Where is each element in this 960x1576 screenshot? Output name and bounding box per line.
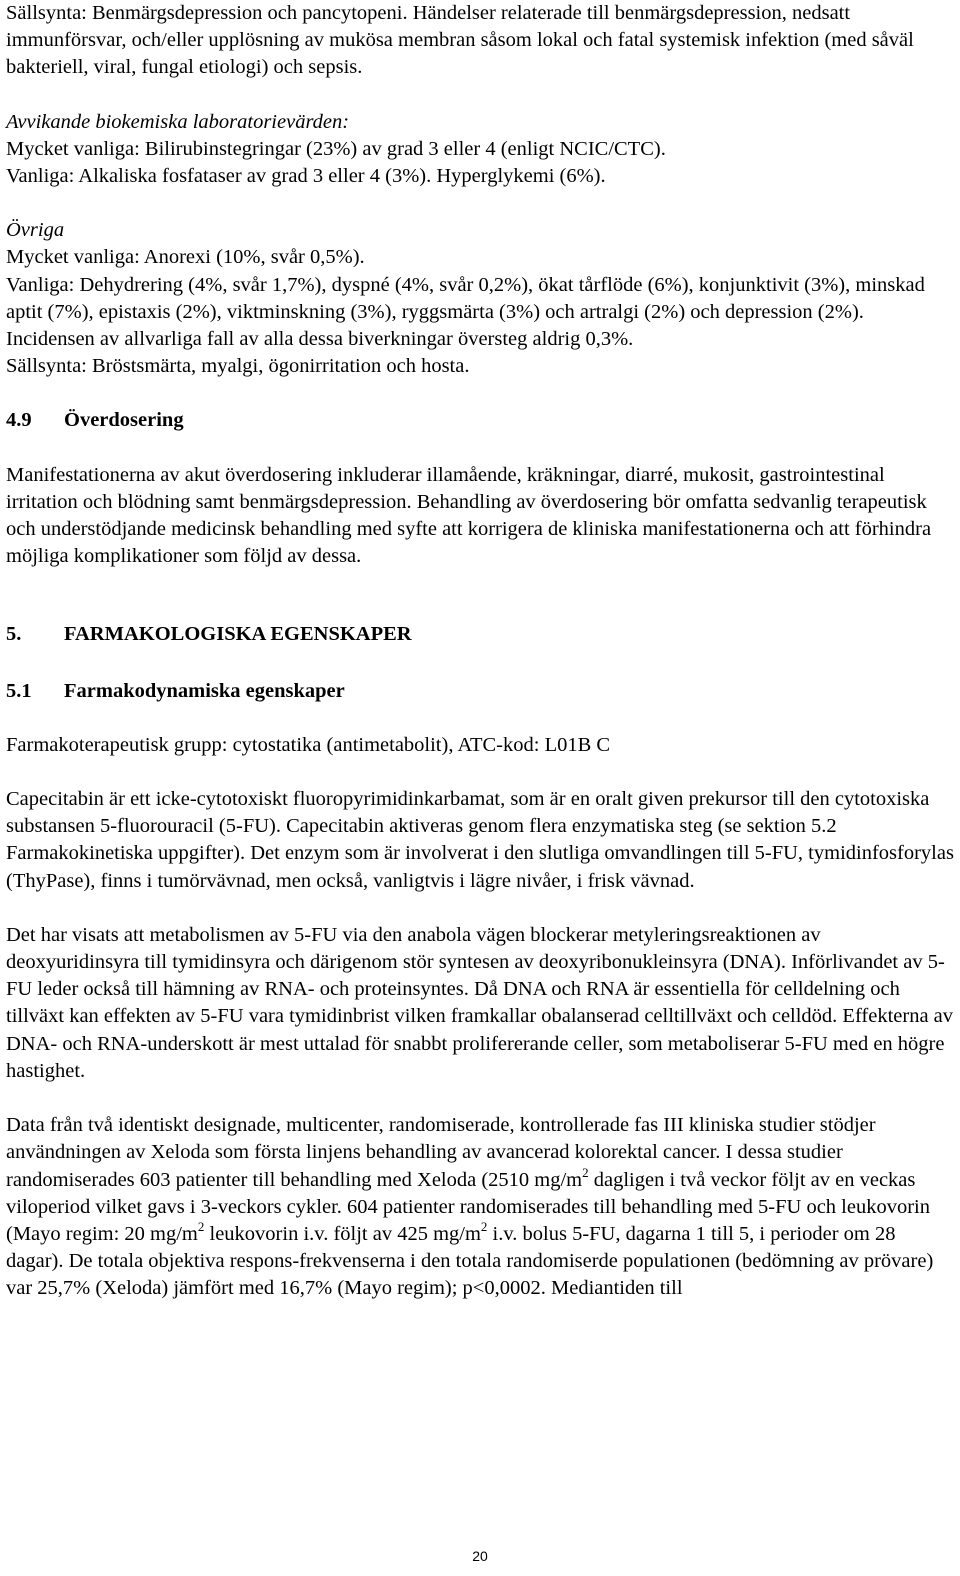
section-4-9-heading [6,407,956,434]
clinical-text-3: leukovorin i.v. följt av 425 mg/m [204,1222,481,1245]
section-number: 4.9 [6,409,32,432]
page-number: 20 [472,1548,488,1564]
other-heading: Övriga [6,219,65,242]
metabolism-paragraph: Det har visats att metabolismen av 5-FU via den anabola vägen blockerar metyleringsreaktionen av deoxyuridinsyra till tymidinsyra och därigenom stör syntesen av deoxyribonukleinsyra (DNA). Införlivandet av 5-FU leder också till hämning av RNA- och proteinsyntes. Då DNA och RNA är essentiella för celldelning och tillväxt kan effekten av 5-FU vara tymidinbrist vilken framkallar obalanserad celltillväxt och celldöd. Effekterna av DNA- och RNA-underskott är mest uttalad för snabbt prolifererande celler, som metaboliserar 5-FU med en högre hastighet. [6,923,954,1082]
clinical-data-paragraph [6,1112,956,1302]
capecitabine-paragraph: Capecitabin är ett icke-cytotoxiskt fluoropyrimidinkarbamat, som är en oralt given prekursor till den cytotoxiska substansen 5-fluorouracil (5-FU). Capecitabin aktiveras genom flera enzymatiska steg (se sektion 5.2 Farmakokinetiska uppgifter). Det enzym som är involverat i den slutliga omvandlingen till 5-FU, tymidinfosforylas (ThyPase), finns i tumörvävnad, men också, vanligtvis i lägre nivåer, i frisk vävnad. [6,788,954,892]
section-title: Överdosering [64,409,184,432]
lab-values-heading: Avvikande biokemiska laboratorievärden: [6,110,350,133]
lab-common: Vanliga: Alkaliska fosfataser av grad 3 eller 4 (3%). Hyperglykemi (6%). [6,165,606,188]
atc-group-line: Farmakoterapeutisk grupp: cytostatika (antimetabolit), ATC-kod: L01B C [6,733,611,756]
overdose-paragraph: Manifestationerna av akut överdosering inkluderar illamående, kräkningar, diarré, mukosit, gastrointestinal irritation och blödning samt benmärgsdepression. Behandling av överdosering bör omfatta sedvanlig terapeutisk och understödjande medicinsk behandling med syfte att korrigera de kliniska manifestationerna och att förhindra möjliga komplikationer som följd av dessa. [6,463,932,568]
other-very-common: Mycket vanliga: Anorexi (10%, svår 0,5%). [6,246,365,269]
section-title: Farmakodynamiska egenskaper [64,679,345,702]
superscript: 2 [197,1218,205,1234]
other-common: Vanliga: Dehydrering (4%, svår 1,7%), dyspné (4%, svår 0,2%), ökat tårflöde (6%), konjunktivit (3%), minskad aptit (7%), epistaxis (2%), viktminskning (3%), ryggsmärta (3%) och artralgi (2%) och depression (2%). Incidensen av allvarliga fall av alla dessa biverkningar översteg aldrig 0,3%. [6,273,925,351]
section-title: FARMAKOLOGISKA EGENSKAPER [64,623,412,646]
superscript: 2 [480,1218,488,1234]
section-number: 5. [6,623,22,646]
section-number: 5.1 [6,679,32,702]
document-page [6,0,956,1303]
clinical-text-4: i.v. bolus 5-FU, dagarna 1 till 5, i perioder om 28 dagar). De totala objektiva respons-frekvenserna i den totala randomiserde populationen (bedömning av prövare) var 25,7% (Xeloda) jämfört med 16,7% (Mayo regim); p<0,0002. Mediantiden till [6,1222,934,1300]
section-5-1-heading [6,678,956,705]
clinical-text-2: dagligen i två veckor följt av en veckas viloperiod vilket gavs i 3-veckors cykler. 604 patienter randomiserades till behandling med 5-FU och leukovorin (Mayo regim: 20 mg/m [6,1168,930,1245]
clinical-text-1: Data från två identiskt designade, multicenter, randomiserade, kontrollerade fas III kliniska studier stödjer användningen av Xeloda som första linjens behandling av avancerad kolorektal cancer. I dessa studier randomiserades 603 patienter till behandling med Xeloda (2510 mg/m [6,1114,876,1191]
superscript: 2 [582,1164,589,1180]
section-5-heading [6,621,956,648]
lab-very-common: Mycket vanliga: Bilirubinstegringar (23%) av grad 3 eller 4 (enligt NCIC/CTC). [6,137,666,160]
other-rare: Sällsynta: Bröstsmärta, myalgi, ögonirritation och hosta. [6,355,470,378]
rare-adverse-paragraph: Sällsynta: Benmärgsdepression och pancytopeni. Händelser relaterade till benmärgsdepression, nedsatt immunförsvar, och/eller upplösning av mukösa membran såsom lokal och fatal systemisk infektion (med såväl bakteriell, viral, fungal etiologi) och sepsis. [6,2,914,79]
